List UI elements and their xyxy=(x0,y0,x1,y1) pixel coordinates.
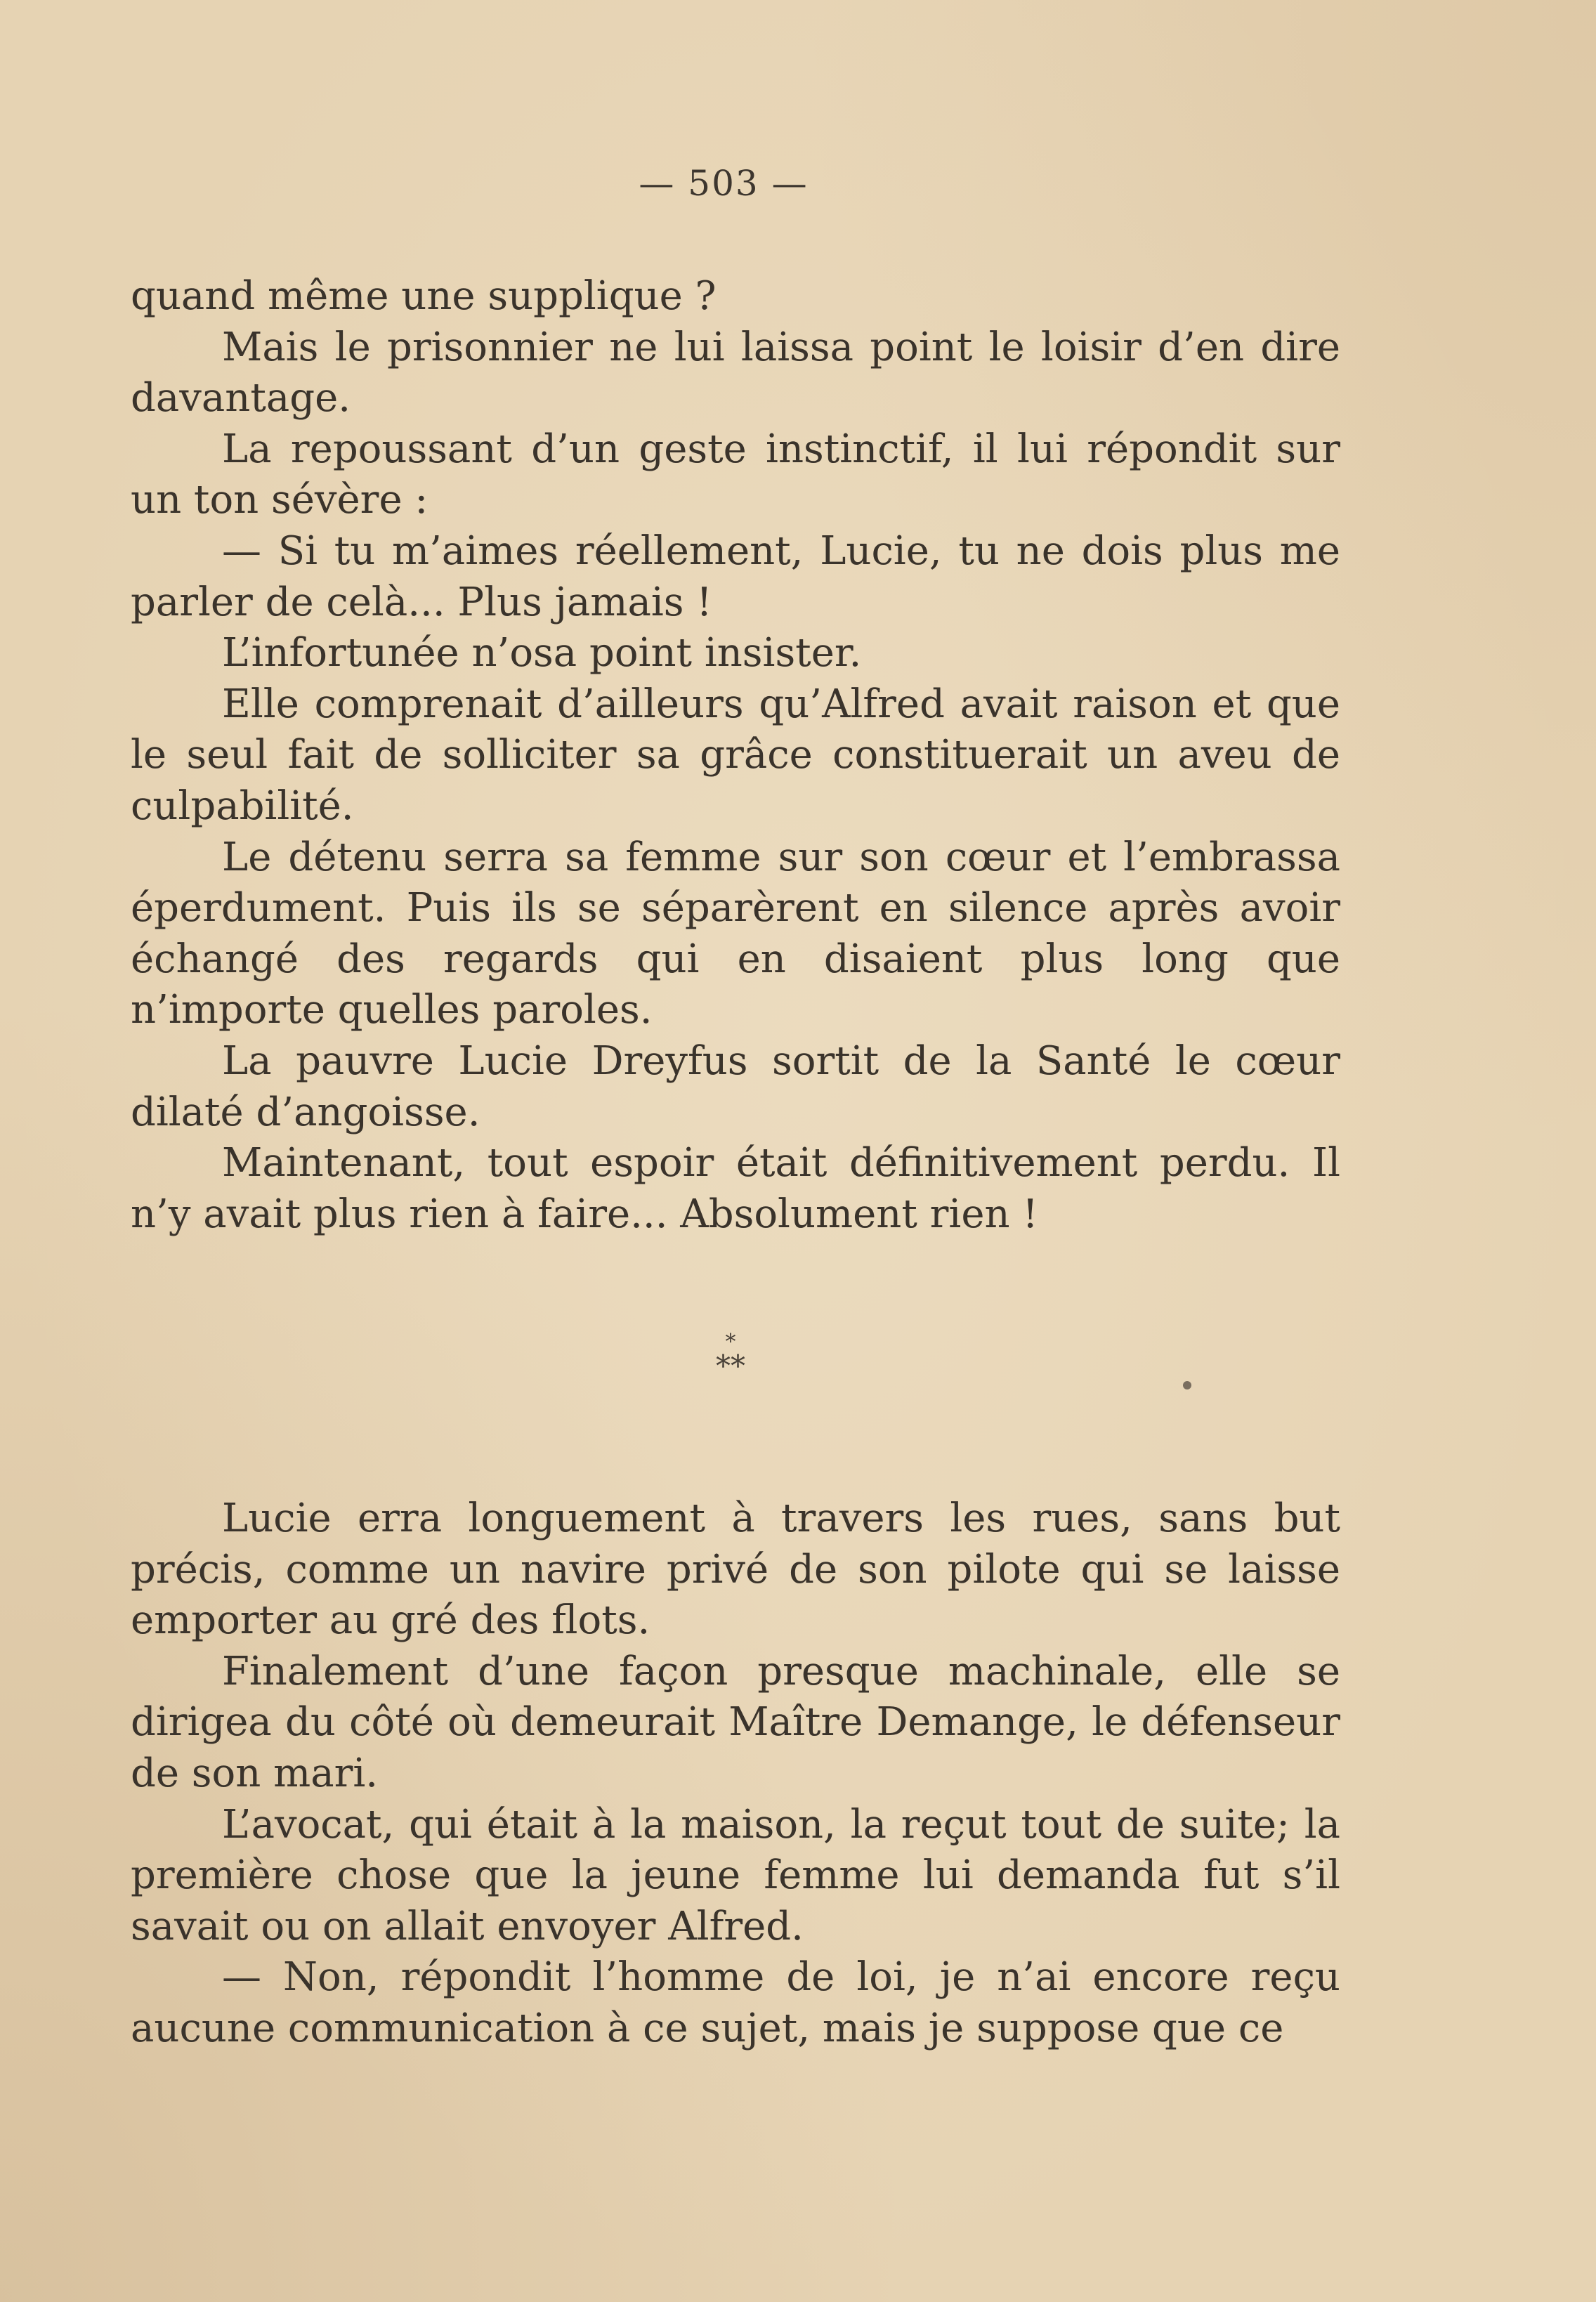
section-separator xyxy=(695,1330,766,1383)
separator-star: * xyxy=(725,1330,736,1354)
separator-stars: ** xyxy=(716,1349,745,1383)
text-section-2 xyxy=(131,1493,1340,2055)
paragraph: Le détenu serra sa femme sur son cœur et l’embrassa éperdument. Puis ils se séparèrent en silence après avoir échangé des regards qui en disaient plus long que n’importe quelles paroles. xyxy=(131,834,1340,1033)
ink-speck xyxy=(1183,1381,1191,1389)
page-number: — 503 — xyxy=(639,163,809,204)
paragraph: Maintenant, tout espoir était définitivement perdu. Il n’y avait plus rien à faire... Absolument rien ! xyxy=(131,1140,1340,1237)
paragraph: L’infortunée n’osa point insister. xyxy=(222,630,862,676)
text-section-1 xyxy=(131,271,1340,1240)
paragraph: quand même une supplique ? xyxy=(131,273,717,319)
paragraph: — Si tu m’aimes réellement, Lucie, tu ne dois plus me parler de celà... Plus jamais ! xyxy=(131,528,1340,625)
paragraph: Elle comprenait d’ailleurs qu’Alfred avait raison et que le seul fait de solliciter sa grâce constituerait un aveu de culpabilité. xyxy=(131,681,1340,829)
paragraph: La repoussant d’un geste instinctif, il lui répondit sur un ton sévère : xyxy=(131,426,1340,523)
paragraph: Lucie erra longuement à travers les rues, sans but précis, comme un navire privé de son pilote qui se laisse emporter au gré des flots. xyxy=(131,1496,1340,1644)
paragraph: La pauvre Lucie Dreyfus sortit de la Santé le cœur dilaté d’angoisse. xyxy=(131,1038,1340,1135)
paragraph: L’avocat, qui était à la maison, la reçut tout de suite; la première chose que la jeune femme lui demanda fut s’il savait ou on allait envoyer Alfred. xyxy=(131,1801,1340,1949)
paragraph: Finalement d’une façon presque machinale, elle se dirigea du côté où demeurait Maître Demange, le défenseur de son mari. xyxy=(131,1648,1340,1796)
paragraph: — Non, répondit l’homme de loi, je n’ai encore reçu aucune communication à ce sujet, mais je suppose que ce xyxy=(131,1954,1340,2051)
paragraph: Mais le prisonnier ne lui laissa point le loisir d’en dire davantage. xyxy=(131,324,1340,421)
